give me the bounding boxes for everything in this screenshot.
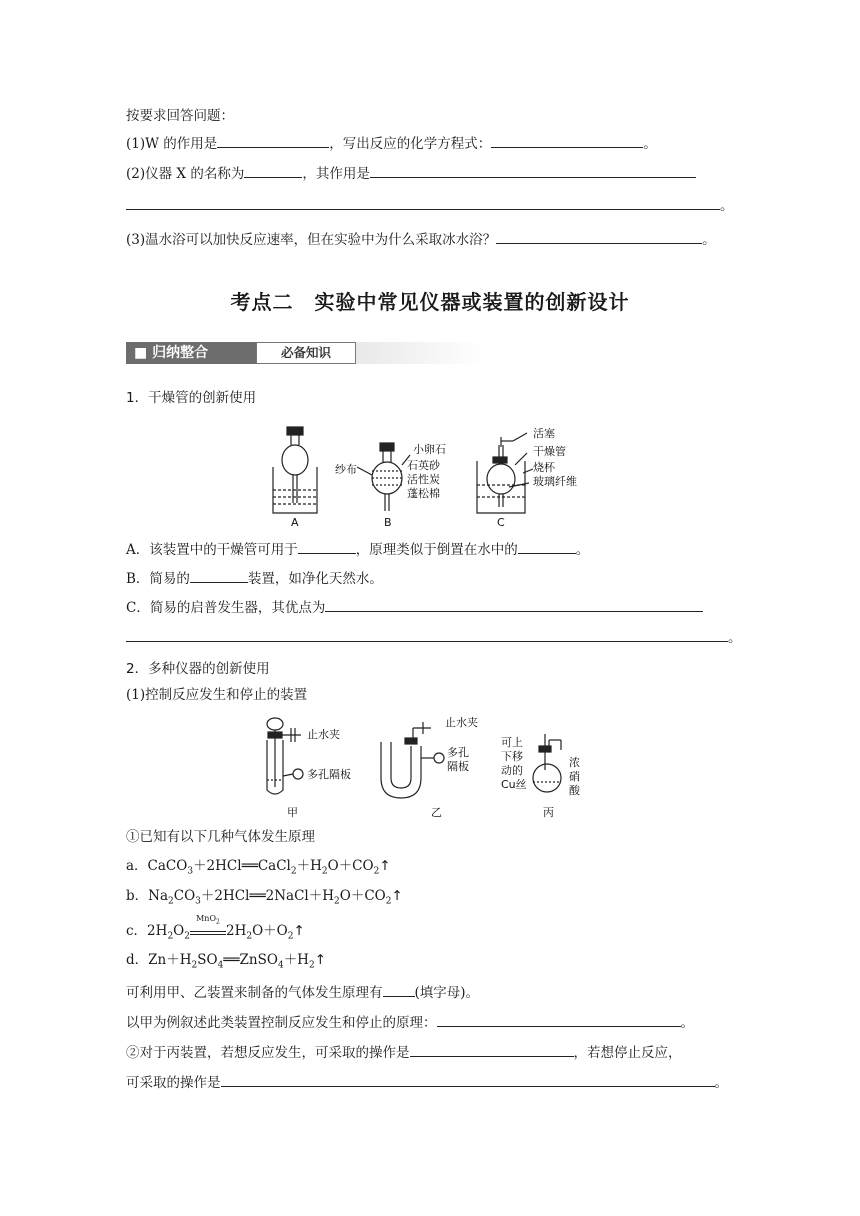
section-banner — [126, 340, 466, 366]
svg-text:止水夹: 止水夹 — [307, 728, 340, 741]
label-yi: 乙 — [431, 806, 442, 819]
svg-text:石英砂: 石英砂 — [407, 459, 440, 472]
control-device-figure — [255, 712, 595, 822]
known-principles: ①已知有以下几种气体发生原理 — [126, 829, 315, 845]
answer-blank[interactable] — [437, 1013, 681, 1027]
answer-blank[interactable] — [410, 1043, 574, 1057]
apparatus-a — [273, 427, 317, 513]
label-b: B — [384, 516, 392, 529]
question-principle: 以甲为例叙述此类装置控制反应发生和停止的原理： 。 — [126, 1015, 694, 1031]
answer-blank[interactable] — [217, 134, 329, 148]
banner-label: ■ 归纳整合 — [126, 342, 256, 364]
question-2-cont: 。 — [126, 196, 734, 215]
answer-blank[interactable] — [370, 164, 696, 178]
apparatus-bing — [533, 734, 561, 792]
svg-text:可上: 可上 — [501, 736, 523, 749]
label-jia: 甲 — [287, 806, 298, 819]
answer-blank[interactable] — [244, 164, 302, 178]
answer-blank[interactable] — [491, 134, 643, 148]
svg-text:玻璃纤维: 玻璃纤维 — [533, 475, 577, 488]
reaction-d: d．$Zn+H_2SO_4══ZnSO_4+H_2↑$ — [126, 952, 327, 971]
label-bing: 丙 — [543, 806, 554, 819]
answer-blank[interactable] — [518, 540, 576, 554]
svg-text:下移: 下移 — [501, 750, 523, 763]
question-1: (1)W 的作用是 ，写出反应的化学方程式： 。 — [126, 136, 657, 152]
svg-text:烧杯: 烧杯 — [533, 461, 555, 474]
item-a: A．该装置中的干燥管可用于 ，原理类似于倒置在水中的 。 — [126, 542, 590, 558]
apparatus-jia — [267, 718, 303, 794]
label-gauze: 纱布 — [335, 463, 357, 476]
banner-tag: 必备知识 — [256, 342, 356, 364]
heading-2: 2．多种仪器的创新使用 — [126, 661, 270, 677]
reaction-a: a．$CaCO_3+2HCl══CaCl_2+H_2O+CO_2↑$ — [126, 858, 391, 877]
answer-blank[interactable] — [221, 1073, 715, 1087]
svg-text:多孔: 多孔 — [447, 746, 469, 759]
question-bing-cont: 可采取的操作是 。 — [126, 1075, 728, 1091]
label-c: C — [497, 516, 505, 529]
question-bing: ②对于丙装置，若想反应发生，可采取的操作是 ，若想停止反应， — [126, 1045, 682, 1061]
apparatus-b — [357, 443, 410, 511]
reaction-b: b．$Na_2CO_3+2HCl══2NaCl+H_2O+CO_2↑$ — [126, 888, 403, 907]
subheading-1: (1)控制反应发生和停止的装置 — [126, 687, 308, 703]
svg-text:酸: 酸 — [569, 784, 580, 797]
svg-text:止水夹: 止水夹 — [445, 716, 478, 729]
svg-text:Cu丝: Cu丝 — [501, 778, 527, 791]
svg-text:活塞: 活塞 — [533, 427, 555, 440]
apparatus-c — [477, 433, 533, 513]
question-2: (2)仪器 X 的名称为 ，其作用是 — [126, 164, 696, 183]
svg-text:蓬松棉: 蓬松棉 — [407, 487, 440, 500]
answer-blank[interactable] — [126, 196, 720, 210]
svg-text:活性炭: 活性炭 — [407, 473, 440, 486]
item-b: B．简易的 装置，如净化天然水。 — [126, 571, 383, 587]
svg-text:浓: 浓 — [569, 756, 580, 769]
answer-blank[interactable] — [496, 230, 702, 244]
reaction-c: c．$2H_2O_2$ MnO$_2$ $2H_2O+O_2↑$ — [126, 914, 305, 942]
svg-text:干燥管: 干燥管 — [533, 445, 566, 458]
answer-blank[interactable] — [383, 983, 415, 997]
svg-text:硝: 硝 — [569, 770, 580, 783]
section-title: 考点二 实验中常见仪器或装置的创新设计 — [230, 290, 630, 314]
item-c-cont: 。 — [126, 628, 742, 647]
apparatus-yi — [381, 722, 444, 798]
svg-text:小卵石: 小卵石 — [413, 443, 446, 456]
intro-text: 按要求回答问题： — [126, 108, 234, 124]
answer-blank[interactable] — [325, 598, 703, 612]
drying-tube-figure — [265, 415, 595, 530]
svg-text:动的: 动的 — [501, 764, 523, 777]
answer-blank[interactable] — [126, 628, 728, 642]
svg-text:多孔隔板: 多孔隔板 — [307, 768, 351, 781]
question-3: (3)温水浴可以加快反应速率，但在实验中为什么采取冰水浴？ 。 — [126, 232, 716, 248]
item-c: C．简易的启普发生器，其优点为 — [126, 598, 703, 617]
heading-1: 1．干燥管的创新使用 — [126, 390, 257, 406]
question-jia-yi: 可利用甲、乙装置来制备的气体发生原理有 (填字母)。 — [126, 985, 480, 1001]
answer-blank[interactable] — [190, 569, 248, 583]
label-a: A — [291, 516, 299, 529]
svg-text:隔板: 隔板 — [447, 760, 469, 773]
answer-blank[interactable] — [298, 540, 356, 554]
